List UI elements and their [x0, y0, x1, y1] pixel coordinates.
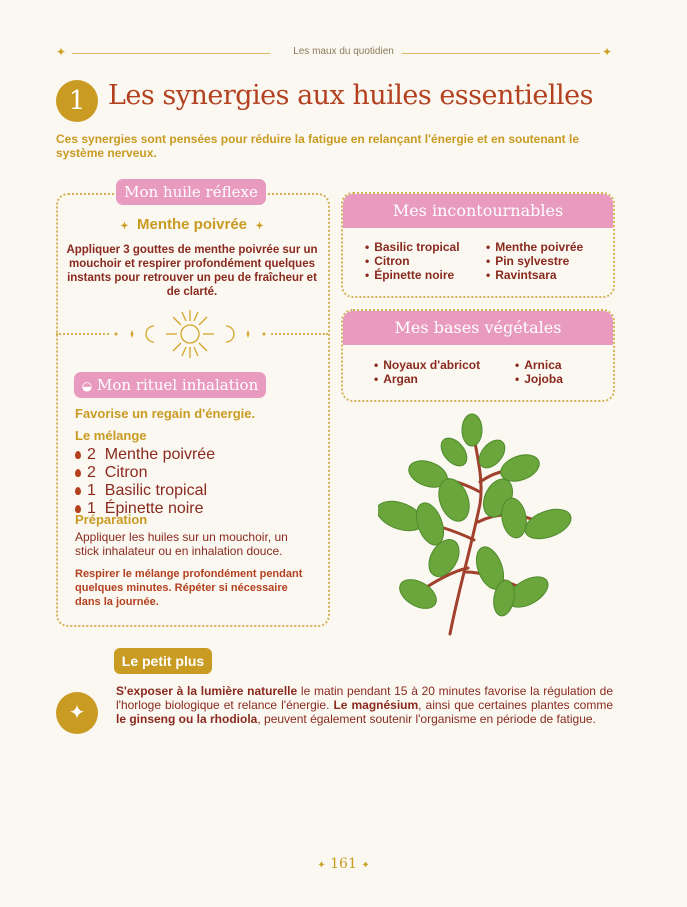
prep-note: Respirer le mélange profondément pendant quelques minutes. Répéter si nécessaire dans la journée. — [75, 568, 303, 608]
tip-label: Le petit plus — [114, 648, 212, 674]
essentials-box — [341, 192, 615, 298]
sparkle-badge-icon: ✦ — [56, 692, 98, 734]
mix-list — [75, 446, 215, 518]
sun-moon-ornament-icon — [110, 308, 270, 360]
list-item: • Épinette noire — [365, 268, 460, 282]
ritual-subtitle: Favorise un regain d'énergie. — [75, 406, 256, 421]
page-number: ✦ 161 ✦ — [317, 856, 370, 872]
sparkle-icon: ✦ — [56, 45, 67, 59]
list-item: • Citron — [365, 254, 460, 268]
drop-icon — [75, 487, 81, 495]
list-item: • Noyaux d'abricot — [374, 358, 480, 372]
list-item: 2 Citron — [75, 464, 215, 482]
list-item: • Menthe poivrée — [486, 240, 583, 254]
intro-text: Ces synergies sont pensées pour réduire la fatigue en relançant l'énergie et en soutenant le système nerveux. — [56, 132, 580, 160]
prep-text: Appliquer les huiles sur un mouchoir, un stick inhalateur ou en inhalation douce. — [75, 530, 288, 558]
page-title: Les synergies aux huiles essentielles — [108, 80, 593, 111]
bases-col1 — [374, 358, 480, 386]
prep-title: Préparation — [75, 512, 148, 527]
essentials-col1 — [365, 240, 460, 282]
essentials-title: Mes incontournables — [343, 194, 613, 228]
list-item: • Basilic tropical — [365, 240, 460, 254]
bases-box — [341, 309, 615, 402]
bowl-icon: ◒ — [81, 379, 93, 393]
mint-plant-illustration — [378, 412, 578, 638]
list-item: • Pin sylvestre — [486, 254, 583, 268]
bases-col2 — [515, 358, 563, 386]
reflex-text: Appliquer 3 gouttes de menthe poivrée sur un mouchoir et respirer profondément quelques instants pour retrouver un peu de fraîcheur et de clarté. — [66, 244, 318, 298]
essentials-col2 — [486, 240, 583, 282]
drop-icon — [75, 469, 81, 477]
reflex-oil: ✦ Menthe poivrée ✦ — [120, 216, 264, 233]
list-item: 1 Épinette noire — [75, 500, 215, 518]
list-item: • Argan — [374, 372, 480, 386]
drop-icon — [75, 451, 81, 459]
bases-title: Mes bases végétales — [343, 311, 613, 345]
mix-title: Le mélange — [75, 428, 147, 443]
list-item: 2 Menthe poivrée — [75, 446, 215, 464]
list-item: • Jojoba — [515, 372, 563, 386]
section-number: 1 — [56, 80, 98, 122]
sparkle-icon: ✦ — [602, 45, 613, 59]
ritual-label: ◒ Mon rituel inhalation — [74, 372, 266, 398]
list-item: 1 Basilic tropical — [75, 482, 215, 500]
reflex-label: Mon huile réflexe — [116, 179, 266, 205]
running-title: Les maux du quotidien — [293, 46, 394, 57]
tip-text: S'exposer à la lumière naturelle le matin pendant 15 à 20 minutes favorise la régulation de l'horloge biologique et relance l'énergie. Le magnésium, ainsi que certaines plantes comme le ginseng ou la rhodiola, peuvent également soutenir l'organisme en période de fatigue. — [116, 684, 613, 726]
list-item: • Arnica — [515, 358, 563, 372]
list-item: • Ravintsara — [486, 268, 583, 282]
